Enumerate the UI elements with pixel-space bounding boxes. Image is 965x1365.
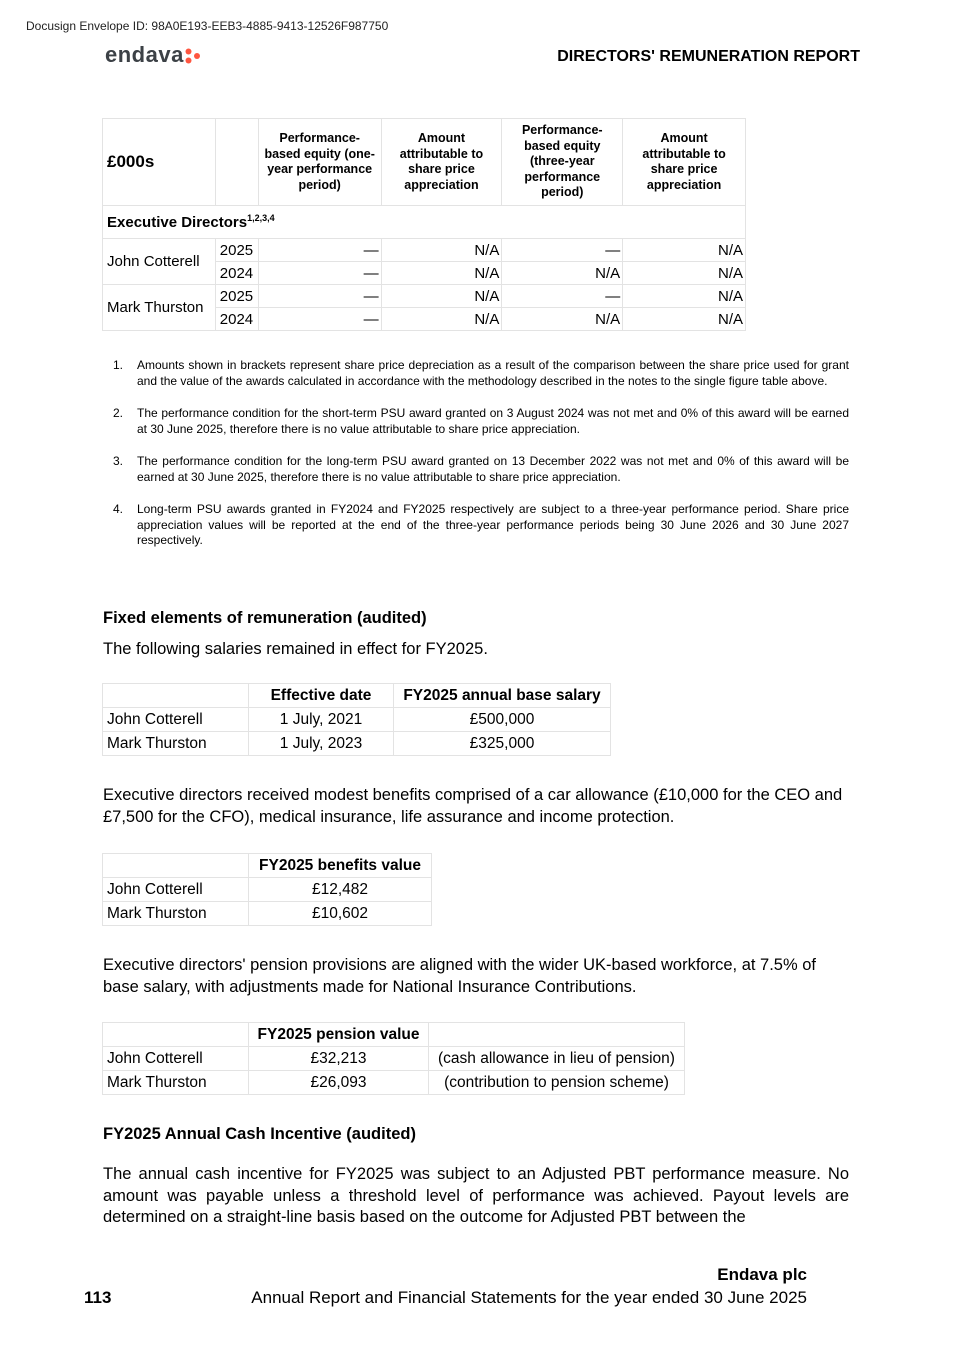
benefits-header-row	[103, 854, 432, 878]
footnote-number: 1.	[113, 358, 124, 372]
envelope-id: Docusign Envelope ID: 98A0E193-EEB3-4885-9413-12526F987750	[26, 19, 389, 33]
value-cell: —	[258, 239, 381, 262]
column-header: Amount attributable to share price appreciation	[381, 119, 502, 206]
footnote-text: Amounts shown in brackets represent share price depreciation as a result of the comparison between the share price used for grant and the value of the awards calculated in accordance with the methodology described in the notes to the single figure table above.	[137, 358, 849, 388]
base-salary: £325,000	[394, 732, 611, 756]
pension-note: (contribution to pension scheme)	[429, 1071, 685, 1095]
blank-header	[103, 854, 249, 878]
section-row	[103, 206, 746, 239]
company-logo	[105, 42, 201, 68]
table-row	[103, 708, 611, 732]
effective-date: 1 July, 2021	[249, 708, 394, 732]
pension-text: Executive directors' pension provisions are aligned with the wider UK-based workforce, at 7.5% of base salary, with adjustments made for National Insurance Contributions.	[103, 956, 817, 996]
value-cell: N/A	[623, 262, 746, 285]
salary-table	[102, 683, 611, 756]
year-cell: 2025	[215, 285, 258, 308]
psu-header-row	[103, 119, 746, 206]
pension-value: £26,093	[249, 1071, 429, 1095]
section-heading	[103, 206, 746, 239]
pension-header-row	[103, 1023, 685, 1047]
unit-label: £000s	[103, 119, 216, 206]
column-header: FY2025 benefits value	[249, 854, 432, 878]
value-cell: —	[502, 239, 623, 262]
benefits-value: £12,482	[249, 878, 432, 902]
director-name: Mark Thurston	[103, 732, 249, 756]
psu-table	[102, 118, 746, 331]
footnote	[113, 454, 849, 485]
footnote-text: The performance condition for the long-term PSU award granted on 13 December 2022 was not met and 0% of this award will be earned at 30 June 2025, therefore there is no value attributable to share price appreciation.	[137, 454, 849, 484]
value-cell: —	[502, 285, 623, 308]
column-header: FY2025 pension value	[249, 1023, 429, 1047]
column-header: Performance-based equity (one-year performance period)	[258, 119, 381, 206]
salary-intro: The following salaries remained in effect for FY2025.	[103, 640, 488, 658]
footer-title: Annual Report and Financial Statements for the year ended 30 June 2025	[251, 1288, 807, 1307]
footnote-number: 3.	[113, 454, 124, 468]
base-salary: £500,000	[394, 708, 611, 732]
value-cell: —	[258, 308, 381, 331]
footnote-number: 4.	[113, 502, 124, 516]
director-name: John Cotterell	[103, 878, 249, 902]
footnote	[113, 502, 849, 549]
value-cell: N/A	[623, 285, 746, 308]
pension-value: £32,213	[249, 1047, 429, 1071]
footnote-refs: 1,2,3,4	[247, 213, 275, 223]
footnote	[113, 358, 849, 389]
column-header: FY2025 annual base salary	[394, 684, 611, 708]
table-row	[103, 285, 746, 308]
benefits-table	[102, 853, 432, 926]
blank-header	[429, 1023, 685, 1047]
footnote-text: The performance condition for the short-term PSU award granted on 3 August 2024 was not met and 0% of this award will be earned at 30 June 2025, therefore there is no value attributable to share price appreciation.	[137, 406, 849, 436]
column-header: Effective date	[249, 684, 394, 708]
report-title: DIRECTORS' REMUNERATION REPORT	[557, 48, 860, 65]
value-cell: N/A	[623, 308, 746, 331]
fixed-elements-heading: Fixed elements of remuneration (audited)	[103, 609, 427, 627]
director-name: John Cotterell	[103, 1047, 249, 1071]
table-row	[103, 732, 611, 756]
value-cell: N/A	[381, 285, 502, 308]
year-cell: 2024	[215, 262, 258, 285]
table-row	[103, 902, 432, 926]
cash-incentive-text: The annual cash incentive for FY2025 was subject to an Adjusted PBT performance measure. No amount was payable unless a threshold level of performance was achieved. Payout levels are determined on a straight-line basis based on the outcome for Adjusted PBT between the	[103, 1165, 849, 1226]
column-header: Performance-based equity (three-year performance period)	[502, 119, 623, 206]
year-cell: 2024	[215, 308, 258, 331]
value-cell: N/A	[381, 308, 502, 331]
footnotes	[113, 358, 849, 566]
benefits-text: Executive directors received modest benefits comprised of a car allowance (£10,000 for the CEO and £7,500 for the CFO), medical insurance, life assurance and income protection.	[103, 786, 843, 826]
logo-mark-icon	[185, 48, 201, 64]
pension-note: (cash allowance in lieu of pension)	[429, 1047, 685, 1071]
cash-incentive-heading: FY2025 Annual Cash Incentive (audited)	[103, 1125, 416, 1143]
salary-header-row	[103, 684, 611, 708]
year-cell: 2025	[215, 239, 258, 262]
blank-header	[103, 684, 249, 708]
footnote-number: 2.	[113, 406, 124, 420]
table-row	[103, 1071, 685, 1095]
table-row	[103, 1047, 685, 1071]
footer-company: Endava plc	[717, 1265, 807, 1284]
value-cell: N/A	[502, 262, 623, 285]
section-label: Executive Directors	[107, 214, 248, 231]
pension-table	[102, 1022, 685, 1095]
effective-date: 1 July, 2023	[249, 732, 394, 756]
table-row	[103, 239, 746, 262]
blank-header	[103, 1023, 249, 1047]
page-number: 113	[84, 1288, 112, 1307]
value-cell: —	[258, 262, 381, 285]
footnote	[113, 406, 849, 437]
blank-header	[215, 119, 258, 206]
director-name: Mark Thurston	[103, 285, 216, 331]
footnote-text: Long-term PSU awards granted in FY2024 and FY2025 respectively are subject to a three-year performance period. Share price appreciation values will be reported at the end of the three-year performance periods being 30 June 2026 and 30 June 2027 respectively.	[137, 502, 849, 547]
director-name: John Cotterell	[103, 239, 216, 285]
benefits-value: £10,602	[249, 902, 432, 926]
value-cell: N/A	[623, 239, 746, 262]
value-cell: N/A	[502, 308, 623, 331]
column-header: Amount attributable to share price appreciation	[623, 119, 746, 206]
director-name: Mark Thurston	[103, 1071, 249, 1095]
director-name: John Cotterell	[103, 708, 249, 732]
logo-wordmark: endava	[105, 42, 184, 67]
value-cell: N/A	[381, 262, 502, 285]
value-cell: N/A	[381, 239, 502, 262]
value-cell: —	[258, 285, 381, 308]
table-row	[103, 878, 432, 902]
director-name: Mark Thurston	[103, 902, 249, 926]
